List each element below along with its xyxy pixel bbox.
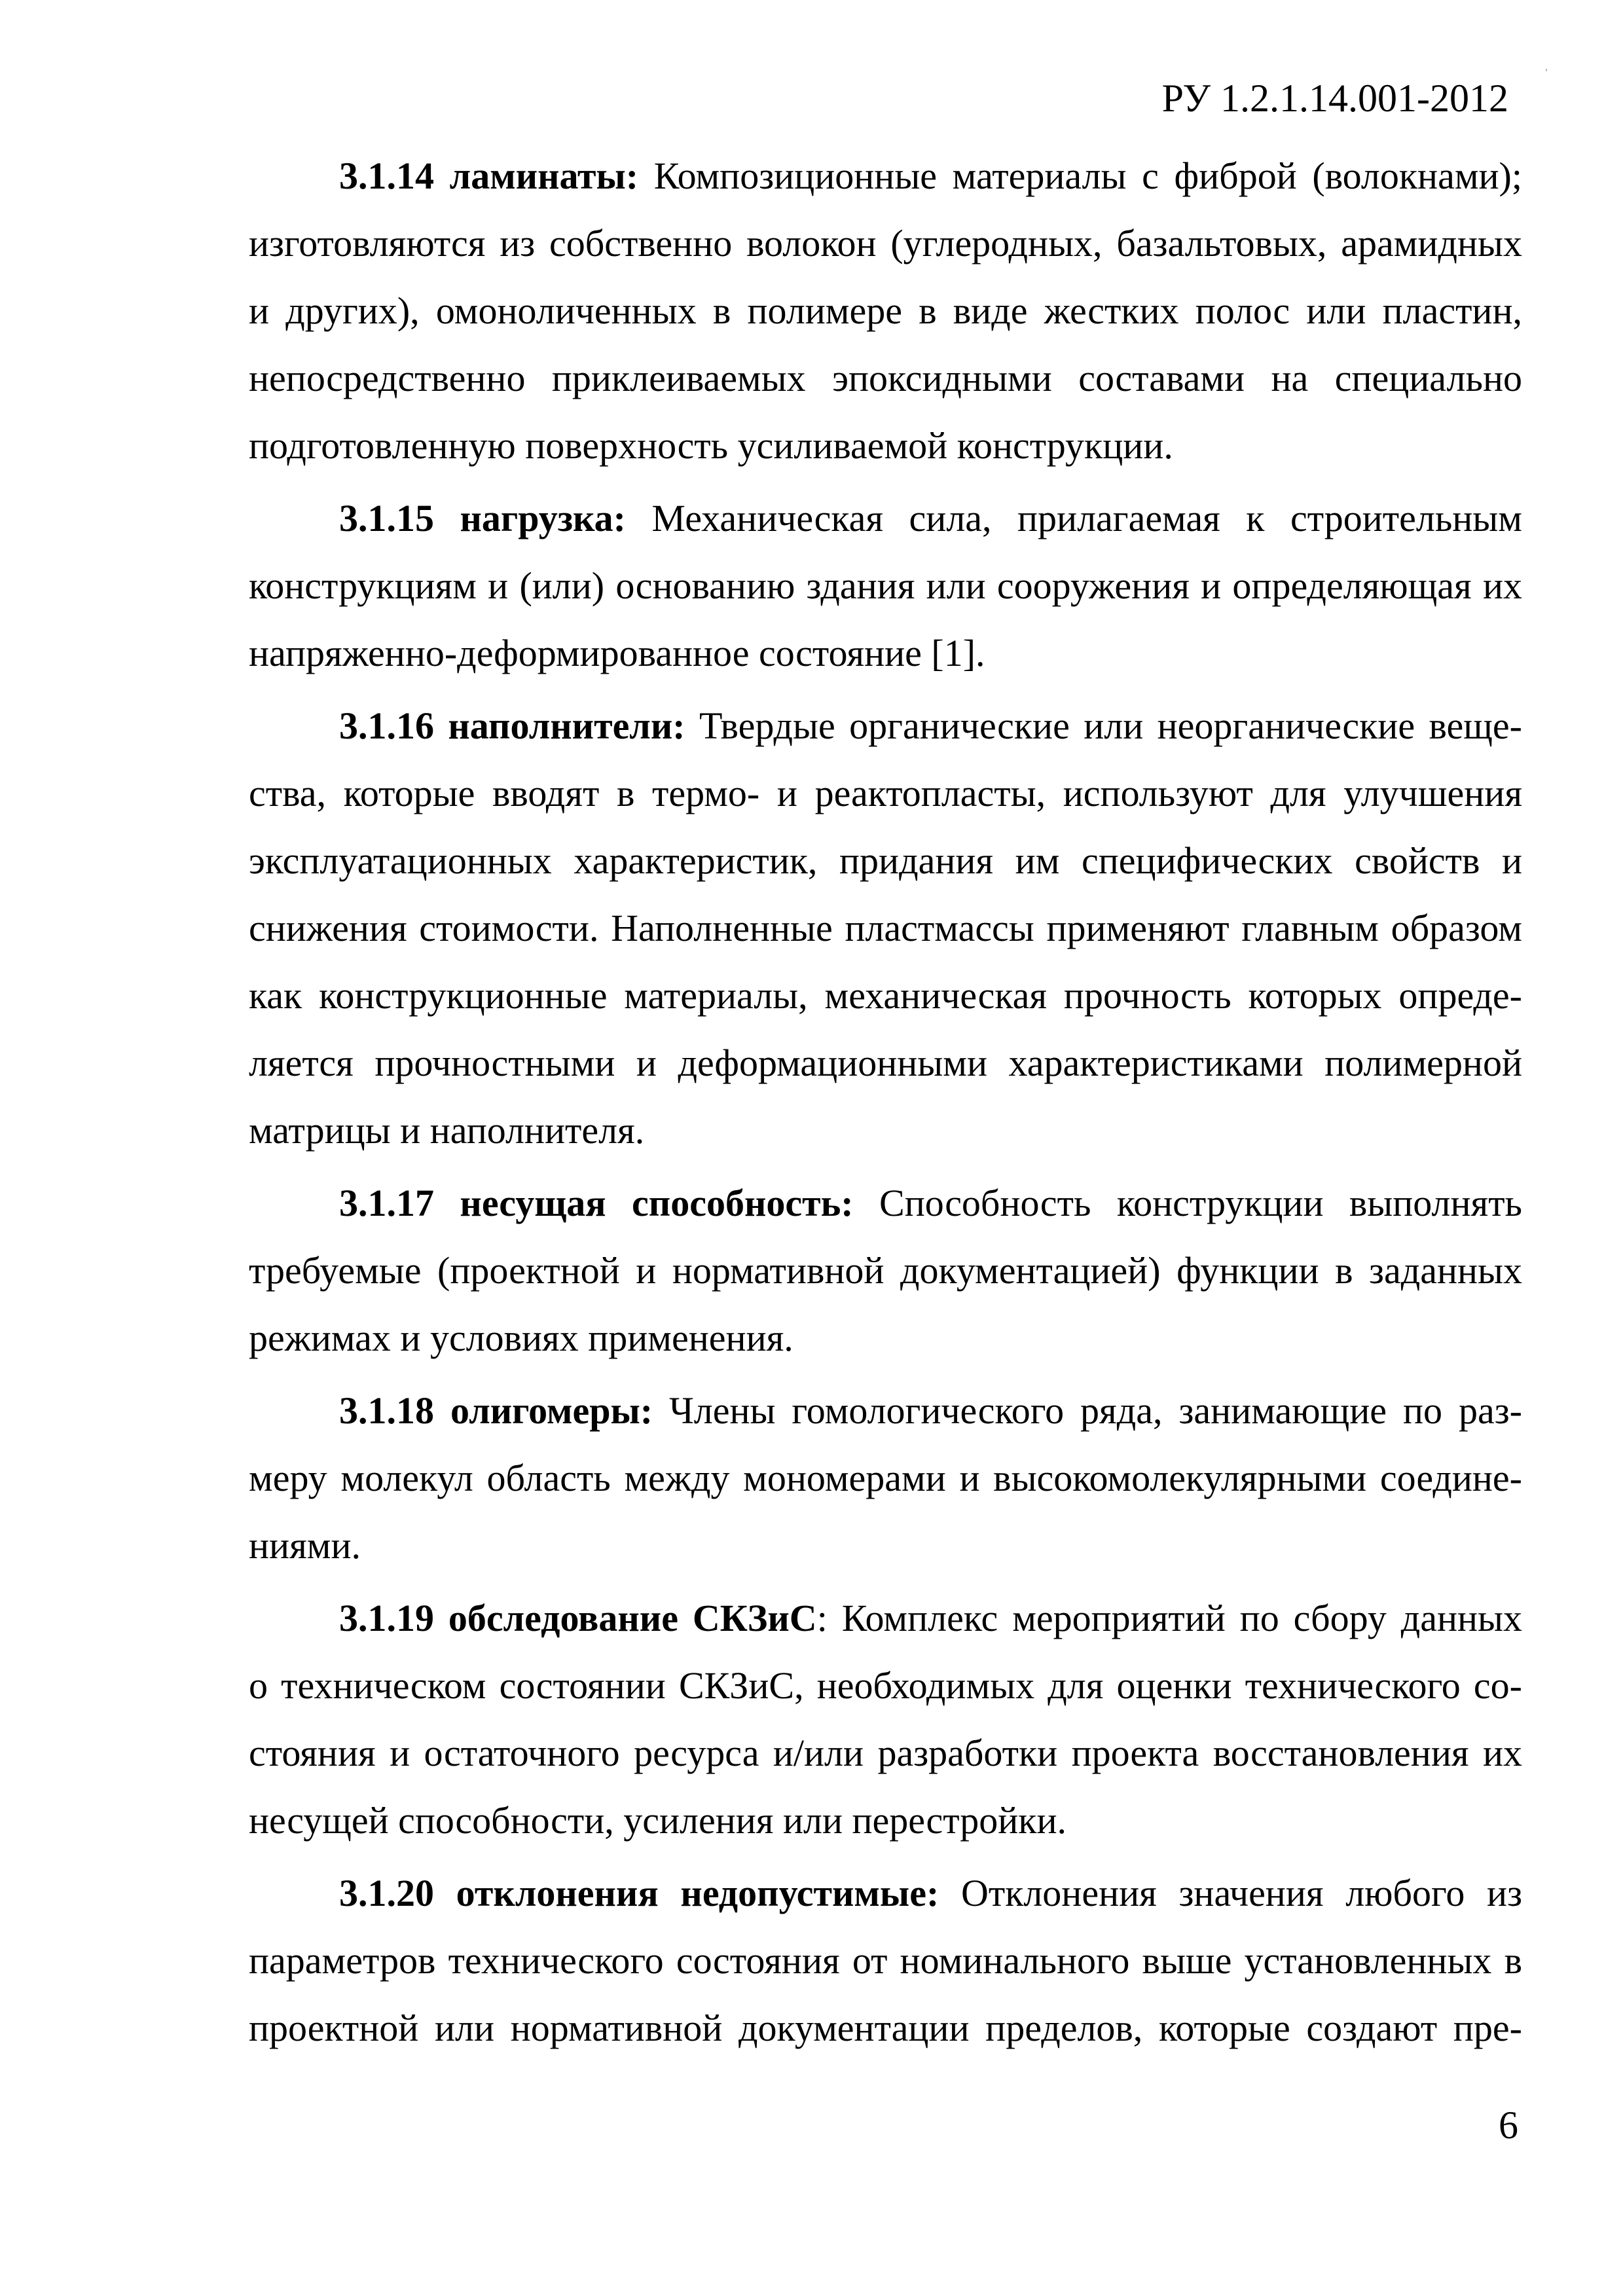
text-line: [249, 692, 1522, 759]
text-line: [249, 1994, 1522, 2062]
definition-text: матрицы и наполнителя.: [249, 1109, 645, 1152]
definition-paragraph: [249, 1859, 1522, 2062]
text-line: [249, 210, 1522, 277]
definition-text: требуемые (проектной и нормативной документацией) функции в заданных: [249, 1249, 1522, 1292]
document-number-header: РУ 1.2.1.14.001-2012: [1161, 77, 1508, 120]
definition-paragraph: [249, 142, 1522, 479]
text-line: [249, 552, 1522, 619]
definition-term: 3.1.19 обследование СКЗиС: [339, 1597, 817, 1639]
definition-text: Отклонения значения любого из: [939, 1872, 1522, 1914]
text-line: [249, 1444, 1522, 1512]
text-line: [249, 759, 1522, 827]
definition-text: Механическая сила, прилагаемая к строительным: [625, 497, 1522, 539]
definition-text: проектной или нормативной документации пределов, которые создают пре-: [249, 2007, 1522, 2049]
definition-text: несущей способности, усиления или перестройки.: [249, 1799, 1067, 1842]
text-line: [249, 344, 1522, 412]
definition-text: : Комплекс мероприятий по сбору данных: [816, 1597, 1523, 1639]
definition-paragraph: [249, 1584, 1522, 1854]
definition-text: эксплуатационных характеристик, придания им специфических свойств и: [249, 839, 1522, 882]
text-line: [249, 827, 1522, 894]
definition-text: Композиционные материалы с фиброй (волокнами);: [638, 155, 1522, 197]
definition-paragraph: [249, 1377, 1522, 1579]
text-line: [249, 1304, 1522, 1372]
definition-text: стояния и остаточного ресурса и/или разработки проекта восстановления их: [249, 1732, 1522, 1774]
text-line: [249, 894, 1522, 962]
text-line: [249, 484, 1522, 552]
definition-paragraph: [249, 1169, 1522, 1372]
text-line: [249, 1652, 1522, 1719]
definition-text: подготовленную поверхность усиливаемой конструкции.: [249, 424, 1173, 467]
text-line: [249, 1512, 1522, 1579]
text-line: [249, 619, 1522, 687]
document-body: [249, 142, 1522, 2067]
definition-term: 3.1.18 олигомеры:: [339, 1389, 653, 1432]
definition-text: ляется прочностными и деформационными характеристиками полимерной: [249, 1042, 1522, 1084]
scan-speck: [1546, 69, 1547, 71]
definition-text: Способность конструкции выполнять: [853, 1182, 1523, 1224]
text-line: [249, 1377, 1522, 1444]
text-line: [249, 1927, 1522, 1994]
text-line: [249, 277, 1522, 344]
text-line: [249, 1719, 1522, 1787]
definition-text: ниями.: [249, 1524, 361, 1567]
text-line: [249, 1237, 1522, 1304]
definition-text: непосредственно приклеиваемых эпоксидными составами на специально: [249, 357, 1522, 399]
definition-text: снижения стоимости. Наполненные пластмассы применяют главным образом: [249, 907, 1522, 949]
definition-term: 3.1.17 несущая способность:: [339, 1182, 854, 1224]
definition-text: Члены гомологического ряда, занимающие по раз-: [653, 1389, 1522, 1432]
definition-text: напряженно-деформированное состояние [1].: [249, 632, 985, 674]
definition-text: ства, которые вводят в термо- и реактопласты, используют для улучшения: [249, 772, 1522, 814]
definition-text: конструкциям и (или) основанию здания или сооружения и определяющая их: [249, 564, 1522, 607]
definition-term: 3.1.16 наполнители:: [339, 704, 685, 747]
text-line: [249, 1584, 1522, 1652]
text-line: [249, 412, 1522, 479]
text-line: [249, 1787, 1522, 1854]
definition-term: 3.1.14 ламинаты:: [339, 155, 639, 197]
definition-text: параметров технического состояния от номинального выше установленных в: [249, 1939, 1522, 1982]
page-number: 6: [1499, 2104, 1518, 2147]
text-line: [249, 1169, 1522, 1237]
text-line: [249, 1859, 1522, 1927]
definition-paragraph: [249, 692, 1522, 1164]
text-line: [249, 1097, 1522, 1164]
definition-text: как конструкционные материалы, механическая прочность которых опреде-: [249, 974, 1522, 1017]
text-line: [249, 962, 1522, 1029]
definition-text: меру молекул область между мономерами и высокомолекулярными соедине-: [249, 1457, 1522, 1499]
definition-text: о техническом состоянии СКЗиС, необходимых для оценки технического со-: [249, 1664, 1522, 1707]
definition-text: и других), омоноличенных в полимере в виде жестких полос или пластин,: [249, 289, 1522, 332]
text-line: [249, 142, 1522, 210]
text-line: [249, 1029, 1522, 1097]
definition-paragraph: [249, 484, 1522, 687]
definition-term: 3.1.15 нагрузка:: [339, 497, 626, 539]
definition-term: 3.1.20 отклонения недопустимые:: [339, 1872, 939, 1914]
definition-text: режимах и условиях применения.: [249, 1317, 793, 1359]
definition-text: Твердые органические или неорганические веще-: [685, 704, 1522, 747]
definition-text: изготовляются из собственно волокон (углеродных, базальтовых, арамидных: [249, 222, 1522, 264]
